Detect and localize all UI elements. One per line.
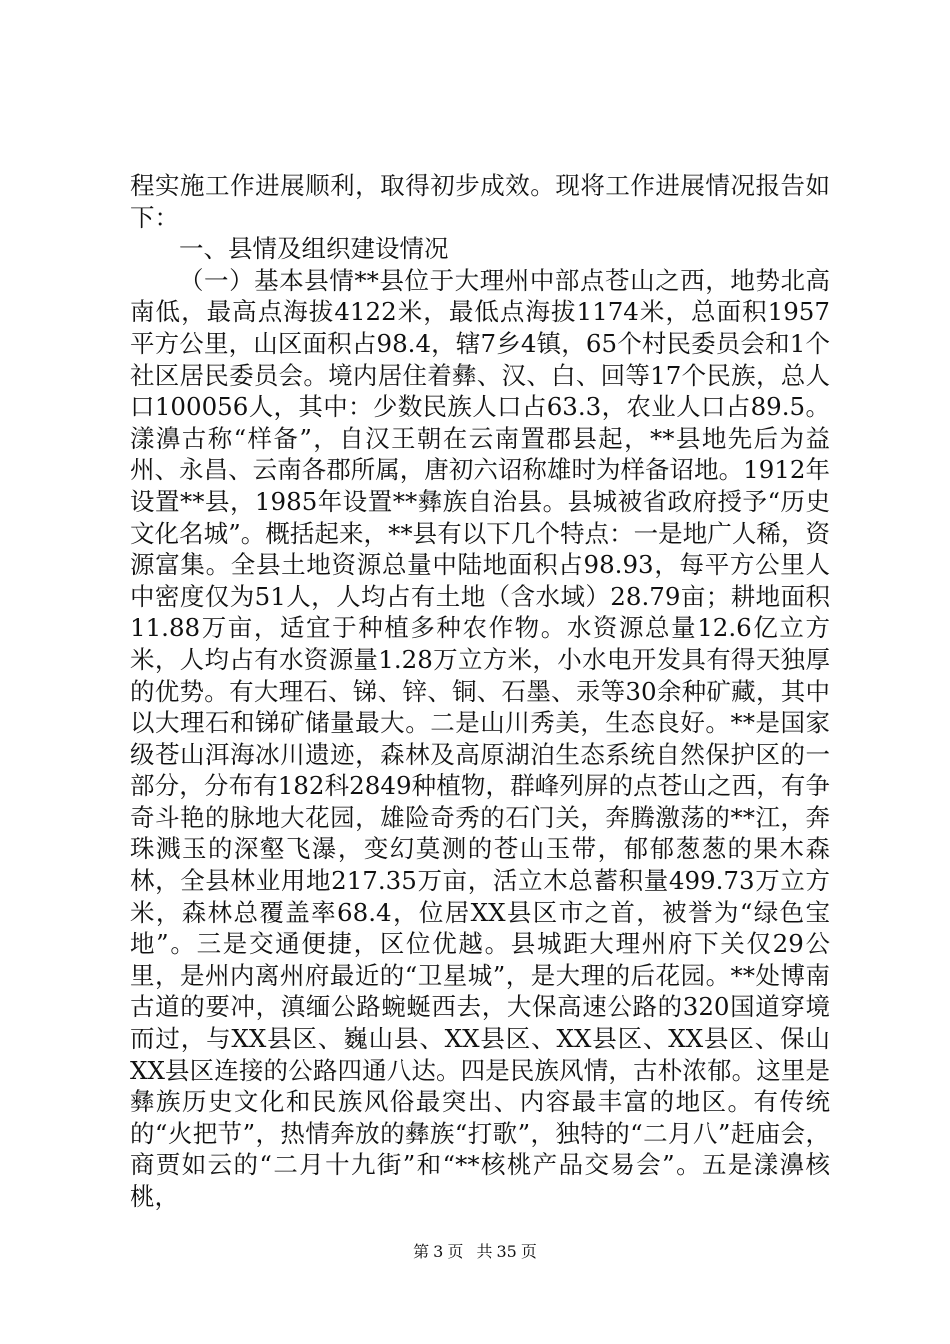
page-total [474, 1242, 538, 1261]
page-label-prefix: 第 [413, 1242, 430, 1261]
total-label-suffix: 页 [520, 1242, 537, 1261]
document-body [130, 170, 830, 1213]
section-heading: 一、县情及组织建设情况 [179, 234, 449, 264]
total-pages-number: 35 [496, 1242, 517, 1261]
page-footer [0, 1239, 950, 1262]
page-label-suffix: 页 [447, 1242, 464, 1261]
paragraph-continuation: 程实施工作进展顺利，取得初步成效。现将工作进展情况报告如下： [130, 171, 830, 232]
page-number [411, 1242, 465, 1261]
current-page-number: 3 [433, 1242, 444, 1261]
paragraph-basic-county-info: （一）基本县情**县位于大理州中部点苍山之西，地势北高南低，最高点海拔4122米，最低点海拔1174米，总面积1957平方公里，山区面积占98.4，辖7乡4镇，65个村民委员会和1个社区居民委员会。境内居住着彝、汉、白、回等17个民族，总人口100056人，其中：少数民族人口占63.3，农业人口占89.5。漾濞古称“样备”，自汉王朝在云南置郡县起，**县地先后为益州、永昌、云南各郡所属，唐初六诏称雄时为样备诏地。1912年设置**县，1985年设置**彝族自治县。县城被省政府授予“历史文化名城”。概括起来，**县有以下几个特点：一是地广人稀，资源富集。全县土地资源总量中陆地面积占98.93，每平方公里人中密度仅为51人，人均占有土地（含水域）28.79亩；耕地面积11.88万亩，适宜于种植多种农作物。水资源总量12.6亿立方米，人均占有水资源量1.28万立方米，小水电开发具有得天独厚的优势。有大理石、锑、锌、铜、石墨、汞等30余种矿藏，其中以大理石和锑矿储量最大。二是山川秀美，生态良好。**是国家级苍山洱海冰川遗迹，森林及高原湖泊生态系统自然保护区的一部分，分布有182科2849种植物，群峰列屏的点苍山之西，有争奇斗艳的脉地大花园，雄险奇秀的石门关，奔腾激荡的**江，奔珠溅玉的深壑飞瀑，变幻莫测的苍山玉带，郁郁葱葱的果木森林，全县林业用地217.35万亩，活立木总蓄积量499.73万立方米，森林总覆盖率68.4，位居XX县区市之首，被誉为“绿色宝地”。三是交通便捷，区位优越。县城距大理州府下关仅29公里，是州内离州府最近的“卫星城”，是大理的后花园。**处博南古道的要冲，滇缅公路蜿蜒西去，大保高速公路的320国道穿境而过，与XX县区、巍山县、XX县区、XX县区、XX县区、保山XX县区连接的公路四通八达。四是民族风情，古朴浓郁。这里是彝族历史文化和民族风俗最突出、内容最丰富的地区。有传统的“火把节”，热情奔放的彝族“打歌”，独特的“二月八”赶庙会，商贾如云的“二月十九街”和“**核桃产品交易会”。五是漾濞核桃， [130, 265, 830, 1211]
total-label-prefix: 共 [476, 1242, 493, 1261]
